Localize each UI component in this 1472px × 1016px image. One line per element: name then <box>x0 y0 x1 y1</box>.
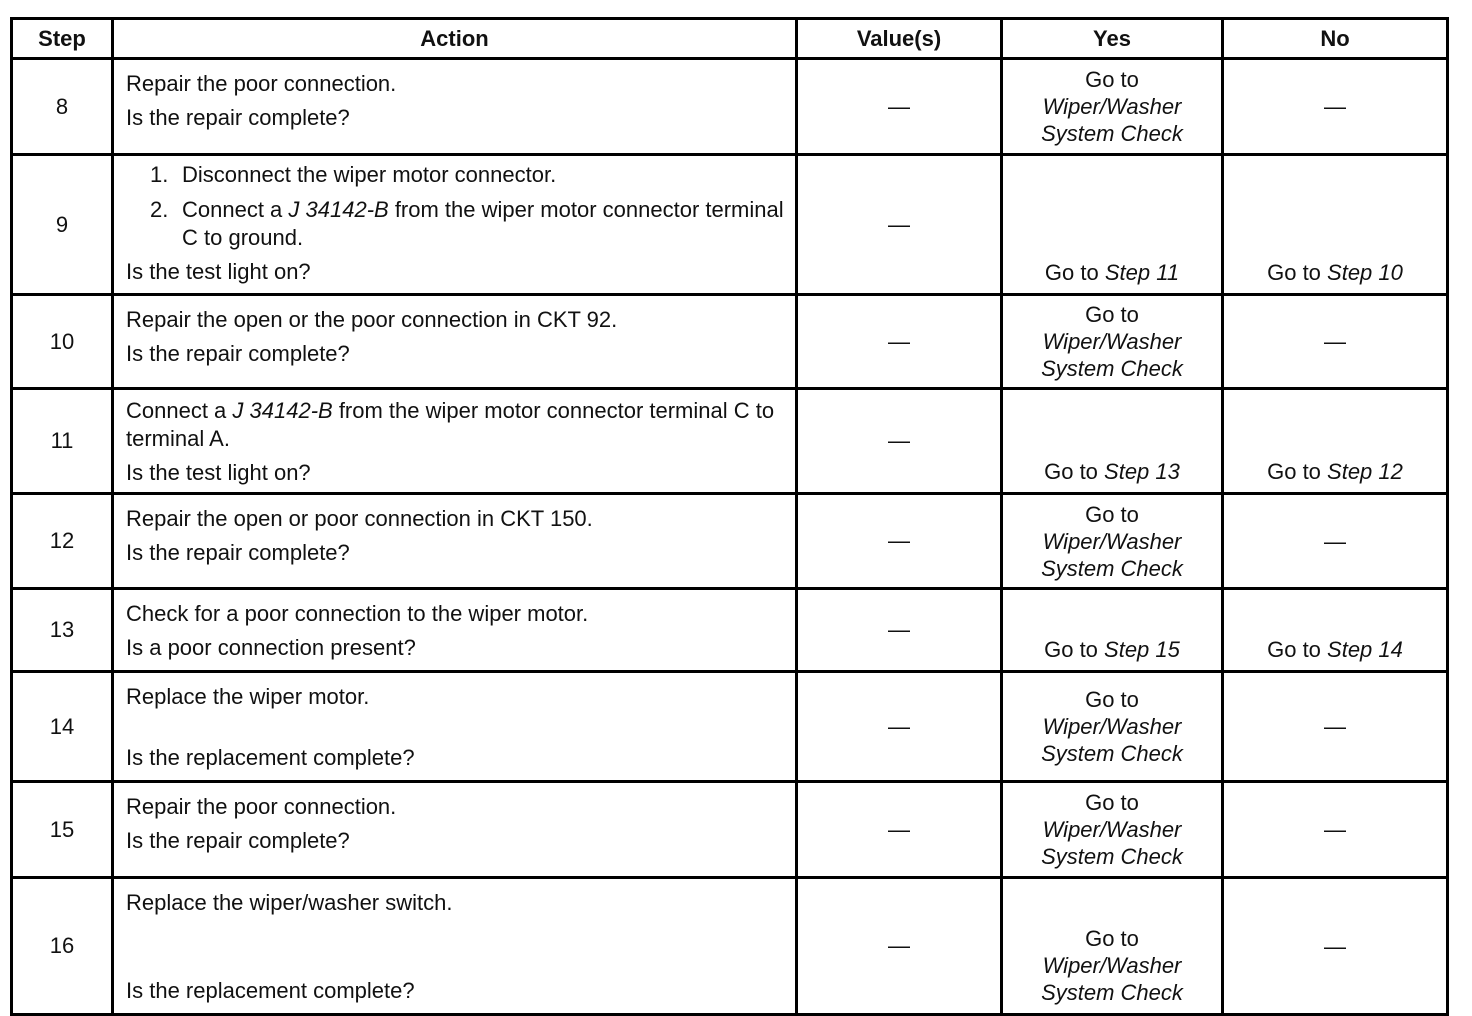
table-row <box>12 878 1448 1015</box>
action-cell <box>113 155 797 295</box>
substep-text <box>182 196 785 252</box>
action-text: Repair the open or poor connection in CKT 150. <box>126 506 593 531</box>
value-cell: — <box>797 389 1002 494</box>
yes-cell[interactable] <box>1002 389 1223 494</box>
table-row <box>12 155 1448 295</box>
action-question: Is the repair complete? <box>126 828 350 853</box>
no-cell: — <box>1223 878 1448 1015</box>
yes-goto: Go to <box>1085 687 1139 712</box>
yes-link-line2[interactable]: System Check <box>1041 555 1183 581</box>
no-cell: — <box>1223 782 1448 878</box>
step-number: 12 <box>12 494 113 589</box>
value-cell: — <box>797 589 1002 672</box>
yes-link-line1[interactable]: Wiper/Washer <box>1042 94 1182 119</box>
value-cell: — <box>797 494 1002 589</box>
tool-reference: J 34142-B <box>232 398 333 423</box>
action-question: Is the repair complete? <box>126 341 350 366</box>
action-text: Replace the wiper motor. <box>126 684 370 709</box>
action-text-pre: Connect a <box>126 398 233 423</box>
table-row <box>12 295 1448 389</box>
yes-cell[interactable] <box>1002 295 1223 389</box>
yes-link-line1[interactable]: Wiper/Washer <box>1042 714 1182 739</box>
value-cell: — <box>797 878 1002 1015</box>
step-number: 15 <box>12 782 113 878</box>
no-goto: Go to <box>1267 459 1328 484</box>
tool-reference: J 34142-B <box>288 197 389 222</box>
no-cell: — <box>1223 295 1448 389</box>
step-number: 14 <box>12 672 113 782</box>
diagnostic-table-sheet <box>10 17 1449 1016</box>
action-question: Is a poor connection present? <box>126 635 416 660</box>
yes-link-line2[interactable]: System Check <box>1041 741 1183 766</box>
yes-link-line2[interactable]: System Check <box>1041 844 1183 869</box>
yes-step-link[interactable]: Step 11 <box>1104 260 1180 285</box>
action-question: Is the repair complete? <box>126 540 350 565</box>
header-no: No <box>1223 19 1448 59</box>
action-cell <box>113 389 797 494</box>
substep-number: 2. <box>150 197 169 222</box>
yes-cell[interactable] <box>1002 494 1223 589</box>
yes-goto: Go to <box>1085 67 1139 92</box>
substep-item <box>150 196 785 252</box>
action-cell <box>113 494 797 589</box>
no-cell: — <box>1223 672 1448 782</box>
yes-link-line2[interactable]: System Check <box>1041 121 1183 146</box>
yes-link-line1[interactable]: Wiper/Washer <box>1042 528 1182 554</box>
yes-goto: Go to <box>1044 459 1105 484</box>
no-goto: Go to <box>1267 637 1328 662</box>
yes-goto: Go to <box>1085 790 1139 815</box>
action-cell <box>113 782 797 878</box>
header-step: Step <box>12 19 113 59</box>
action-question: Is the test light on? <box>126 259 311 284</box>
value-cell: — <box>797 782 1002 878</box>
no-step-link[interactable]: Step 14 <box>1327 637 1403 662</box>
action-cell <box>113 59 797 155</box>
value-cell: — <box>797 59 1002 155</box>
no-cell: — <box>1223 59 1448 155</box>
value-cell: — <box>797 672 1002 782</box>
yes-goto: Go to <box>1085 501 1139 527</box>
action-cell <box>113 878 797 1015</box>
no-goto: Go to <box>1267 260 1328 285</box>
substep-item <box>150 161 785 189</box>
yes-link-line1[interactable]: Wiper/Washer <box>1042 953 1182 978</box>
yes-goto: Go to <box>1044 637 1105 662</box>
yes-cell[interactable] <box>1002 782 1223 878</box>
step-number: 11 <box>12 389 113 494</box>
action-question: Is the replacement complete? <box>126 978 415 1003</box>
no-cell: — <box>1223 494 1448 589</box>
action-text-post: from the wiper motor connector terminal C to terminal A. <box>126 398 775 451</box>
substep-text-post: from the wiper motor connector terminal C to ground. <box>182 197 784 250</box>
substep-list <box>126 161 785 252</box>
action-question: Is the repair complete? <box>126 105 350 130</box>
header-values: Value(s) <box>797 19 1002 59</box>
action-text <box>126 397 785 453</box>
table-row <box>12 672 1448 782</box>
no-cell[interactable] <box>1223 389 1448 494</box>
yes-cell[interactable] <box>1002 878 1223 1015</box>
no-step-link[interactable]: Step 12 <box>1327 459 1403 484</box>
value-cell: — <box>797 155 1002 295</box>
table-row <box>12 589 1448 672</box>
step-number: 13 <box>12 589 113 672</box>
table-row <box>12 389 1448 494</box>
action-text: Check for a poor connection to the wiper motor. <box>126 601 589 626</box>
substep-text: Disconnect the wiper motor connector. <box>182 162 557 187</box>
yes-step-link[interactable]: Step 13 <box>1104 459 1180 484</box>
action-cell <box>113 672 797 782</box>
yes-link-line2[interactable]: System Check <box>1041 356 1183 381</box>
yes-link-line1[interactable]: Wiper/Washer <box>1042 817 1182 842</box>
yes-cell[interactable] <box>1002 589 1223 672</box>
yes-link-line2[interactable]: System Check <box>1041 980 1183 1005</box>
step-number: 8 <box>12 59 113 155</box>
yes-goto: Go to <box>1044 260 1105 285</box>
action-cell <box>113 589 797 672</box>
no-cell[interactable] <box>1223 155 1448 295</box>
yes-link-line1[interactable]: Wiper/Washer <box>1042 329 1182 354</box>
no-cell[interactable] <box>1223 589 1448 672</box>
table-row <box>12 494 1448 589</box>
action-text: Repair the poor connection. <box>126 794 397 819</box>
action-cell <box>113 295 797 389</box>
action-text: Replace the wiper/washer switch. <box>126 890 453 915</box>
step-number: 10 <box>12 295 113 389</box>
table-row <box>12 59 1448 155</box>
yes-cell[interactable] <box>1002 672 1223 782</box>
header-row <box>12 19 1448 59</box>
yes-goto: Go to <box>1085 926 1139 951</box>
value-cell: — <box>797 295 1002 389</box>
no-step-link[interactable]: Step 10 <box>1327 260 1403 285</box>
yes-step-link[interactable]: Step 15 <box>1104 637 1180 662</box>
action-text: Repair the open or the poor connection in CKT 92. <box>126 307 618 332</box>
header-yes: Yes <box>1002 19 1223 59</box>
yes-cell[interactable] <box>1002 155 1223 295</box>
step-number: 16 <box>12 878 113 1015</box>
action-question: Is the test light on? <box>126 460 311 485</box>
header-action: Action <box>113 19 797 59</box>
step-number: 9 <box>12 155 113 295</box>
action-text: Repair the poor connection. <box>126 71 397 96</box>
table-row <box>12 782 1448 878</box>
substep-number: 1. <box>150 162 169 187</box>
yes-cell[interactable] <box>1002 59 1223 155</box>
action-question: Is the replacement complete? <box>126 745 415 770</box>
substep-text-pre: Connect a <box>182 197 289 222</box>
yes-goto: Go to <box>1085 302 1139 327</box>
diagnostic-table <box>10 17 1449 1016</box>
